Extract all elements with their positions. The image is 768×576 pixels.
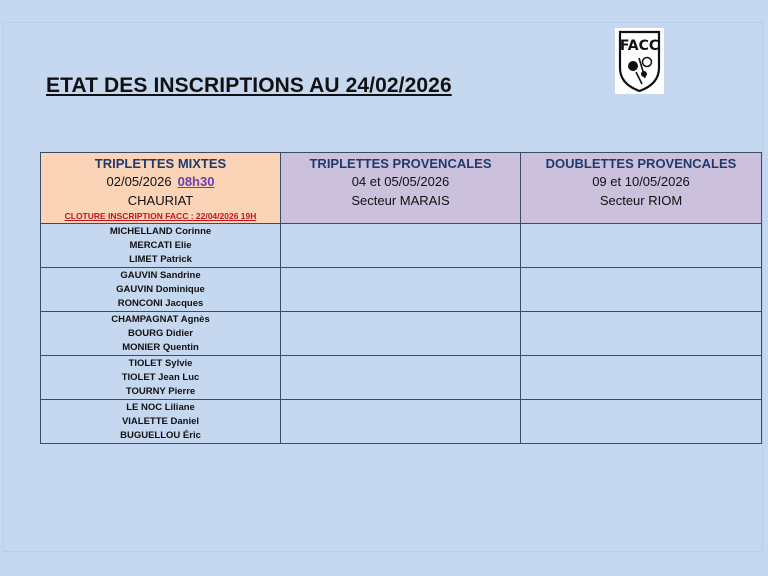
column-title: TRIPLETTES PROVENCALES <box>309 156 492 171</box>
player-name: MERCATI Elie <box>129 240 192 251</box>
empty-cell <box>281 312 521 356</box>
header-triplettes-mixtes <box>41 153 281 224</box>
club-logo <box>615 28 664 94</box>
team-cell <box>41 356 281 400</box>
empty-cell <box>281 356 521 400</box>
empty-cell <box>521 400 762 444</box>
table-row <box>41 356 762 400</box>
team-cell <box>41 224 281 268</box>
table-header-row <box>41 153 762 224</box>
player-name: LE NOC Liliane <box>126 402 195 413</box>
team-cell <box>41 400 281 444</box>
table-row <box>41 224 762 268</box>
player-name: CHAMPAGNAT Agnès <box>111 314 210 325</box>
player-name: MICHELLAND Corinne <box>109 226 212 237</box>
player-name: MONIER Quentin <box>122 342 199 353</box>
player-name: BOURG Didier <box>128 328 193 339</box>
player-name: TIOLET Jean Luc <box>121 372 200 383</box>
column-date: 09 et 10/05/2026 <box>592 174 690 189</box>
player-name: RONCONI Jacques <box>117 298 204 309</box>
registrations-table <box>40 152 762 444</box>
header-triplettes-provencales <box>281 153 521 224</box>
player-name: LIMET Patrick <box>129 254 192 265</box>
player-name: TOURNY Pierre <box>125 386 196 397</box>
column-date: 04 et 05/05/2026 <box>351 174 450 189</box>
column-place: Secteur MARAIS <box>351 193 450 208</box>
column-time-link[interactable]: 08h30 <box>177 174 215 189</box>
closing-notice: CLOTURE INSCRIPTION FACC : 22/04/2026 19H <box>64 211 257 221</box>
empty-cell <box>281 268 521 312</box>
empty-cell <box>521 224 762 268</box>
table-row <box>41 312 762 356</box>
column-place: Secteur RIOM <box>599 193 683 208</box>
player-name: GAUVIN Dominique <box>116 284 205 295</box>
svg-text:FACC: FACC <box>619 38 660 54</box>
empty-cell <box>281 224 521 268</box>
empty-cell <box>521 356 762 400</box>
column-date-line <box>41 172 280 191</box>
player-name: BUGUELLOU Éric <box>120 430 201 441</box>
empty-cell <box>521 312 762 356</box>
player-name: VIALETTE Daniel <box>121 416 200 427</box>
player-name: TIOLET Sylvie <box>128 358 193 369</box>
header-doublettes-provencales <box>521 153 762 224</box>
empty-cell <box>521 268 762 312</box>
column-place: CHAURIAT <box>127 193 194 208</box>
team-cell <box>41 268 281 312</box>
column-title: DOUBLETTES PROVENCALES <box>545 156 737 171</box>
team-cell <box>41 312 281 356</box>
column-date: 02/05/2026 <box>106 174 172 189</box>
table-row <box>41 400 762 444</box>
player-name: GAUVIN Sandrine <box>120 270 201 281</box>
table-row <box>41 268 762 312</box>
empty-cell <box>281 400 521 444</box>
column-title: TRIPLETTES MIXTES <box>94 156 227 171</box>
page-title: ETAT DES INSCRIPTIONS AU 24/02/2026 <box>46 74 452 97</box>
